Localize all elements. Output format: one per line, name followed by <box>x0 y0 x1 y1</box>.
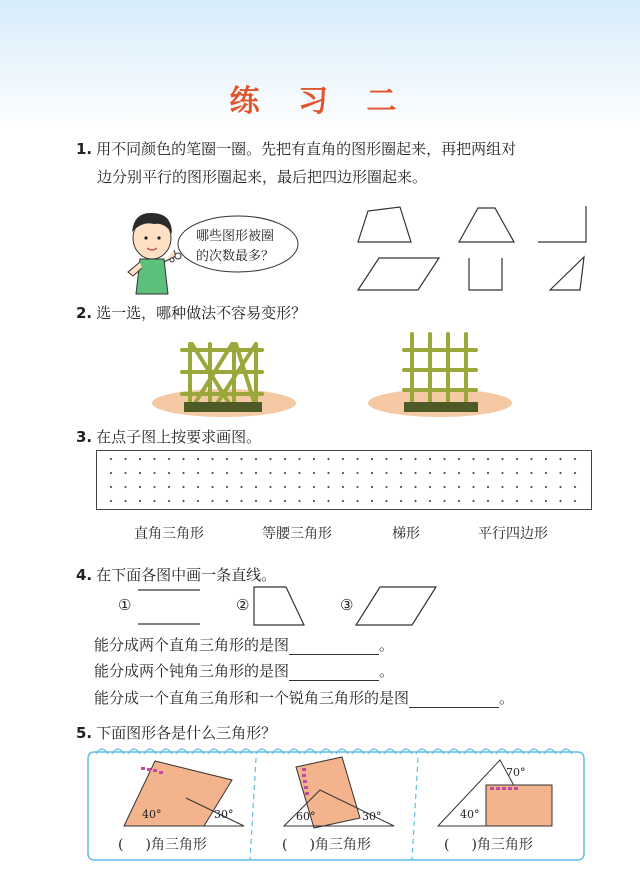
q2-number: 2. <box>76 304 93 322</box>
q3-number: 3. <box>76 428 93 446</box>
q5-answer-1[interactable] <box>118 834 207 854</box>
q5-text: 下面图形各是什么三角形？ <box>96 724 277 742</box>
q5-close-3: )角三角形 <box>471 837 533 853</box>
q5-divider-2 <box>412 758 418 860</box>
q4-fig1-label: ① <box>118 596 132 614</box>
angle-p3-top: 70° <box>506 766 526 779</box>
q4-text: 在下面各图中画一条直线。 <box>96 566 277 584</box>
q5-number: 5. <box>76 724 93 742</box>
angle-p1-right: 30° <box>214 808 234 821</box>
page-title: 练 习 二 <box>229 84 411 119</box>
label-isosceles-triangle: 等腰三角形 <box>262 526 332 542</box>
q5-close-2: )角三角形 <box>309 837 371 853</box>
q4-period-1: 。 <box>379 636 395 654</box>
q4-period-2: 。 <box>379 662 395 680</box>
q5-open-2: ( <box>282 837 288 853</box>
label-trapezoid: 梯形 <box>392 526 420 542</box>
q5-open-3: ( <box>444 837 450 853</box>
q4-fig3-label: ③ <box>340 596 354 614</box>
q4-line3-text: 能分成一个直角三角形和一个锐角三角形的是图 <box>94 689 410 707</box>
bubble-text-1: 哪些图形被圈 <box>196 229 275 244</box>
q4-number: 4. <box>76 566 93 584</box>
q5-close-1: )角三角形 <box>145 837 207 853</box>
q4-period-3: 。 <box>499 689 515 707</box>
angle-p2-left: 60° <box>296 810 316 823</box>
q4-fig2-label: ② <box>236 596 250 614</box>
q1-text-1: 用不同颜色的笔圈一圈。先把有直角的图形圈起来，再把两组对 <box>96 140 517 158</box>
bubble-text-2: 的次数最多？ <box>196 249 275 264</box>
q5-open-1: ( <box>118 837 124 853</box>
q4-line1-text: 能分成两个直角三角形的是图 <box>94 636 290 654</box>
q5-panel3-figure <box>438 760 552 826</box>
label-right-triangle: 直角三角形 <box>134 526 204 542</box>
q2-text: 选一选，哪种做法不容易变形？ <box>96 304 307 322</box>
q1-line2: 边分别平行的图形圈起来，最后把四边形圈起来。 <box>97 168 428 186</box>
q5-answer-2[interactable] <box>282 834 371 854</box>
angle-p1-left: 40° <box>142 808 162 821</box>
q3-text: 在点子图上按要求画图。 <box>96 428 262 446</box>
angle-p2-right: 30° <box>362 810 382 823</box>
q4-line2-text: 能分成两个钝角三角形的是图 <box>94 662 290 680</box>
q1-number: 1. <box>76 140 93 158</box>
angle-p3-left: 40° <box>460 808 480 821</box>
q5-divider-1 <box>250 758 256 860</box>
label-parallelogram: 平行四边形 <box>478 526 548 542</box>
q5-answer-3[interactable] <box>444 834 533 854</box>
